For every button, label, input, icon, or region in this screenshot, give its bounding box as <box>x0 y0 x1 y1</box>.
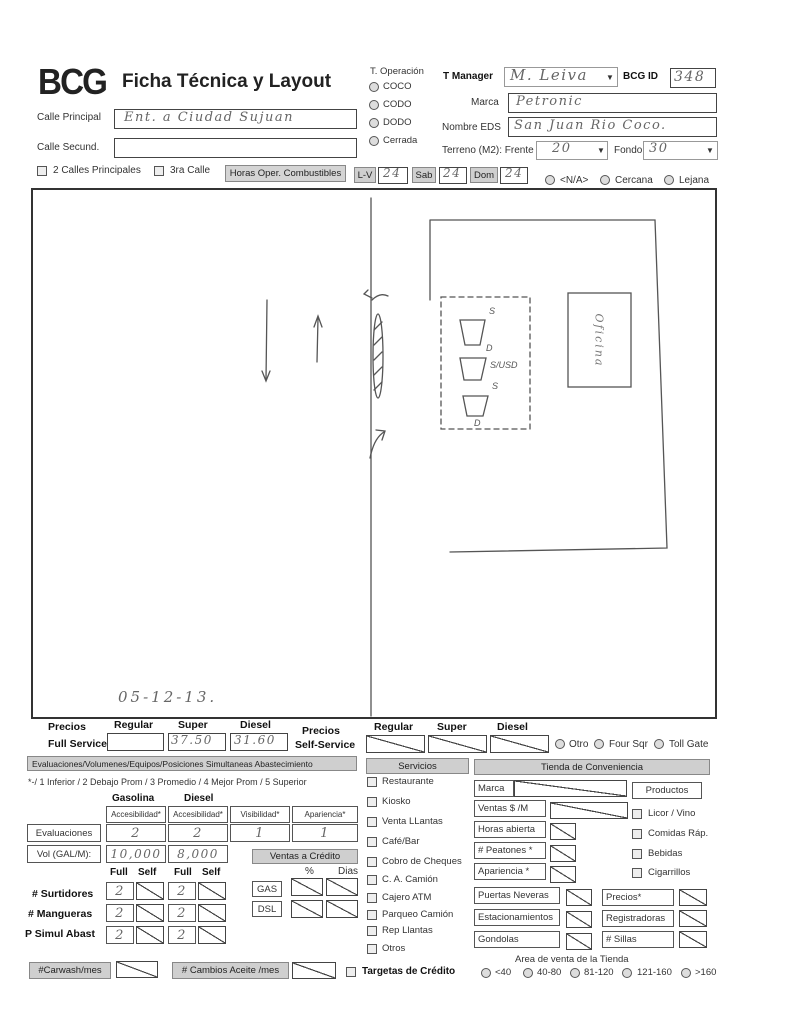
gasolina-header: Gasolina <box>112 793 155 804</box>
fondo-label: Fondo <box>614 145 643 156</box>
operacion-option-cerrada: Cerrada <box>383 135 418 146</box>
self-diesel-field[interactable] <box>490 735 549 753</box>
servicio-otros-label: Otros <box>382 943 406 954</box>
peatones-label: # Peatones * <box>474 842 546 859</box>
servicio-cafe-bar-checkbox[interactable] <box>367 837 377 847</box>
dsl-credito-label: DSL <box>252 901 282 917</box>
dom-value: 24 <box>505 166 524 180</box>
surtidores-full-dsl-value: 2 <box>177 883 187 899</box>
full-diesel-value: 31.60 <box>234 733 276 747</box>
registradoras-field[interactable] <box>679 910 707 927</box>
proximity-option-na: <N/A> <box>560 175 589 186</box>
diesel-header-full: Diesel <box>240 719 271 731</box>
surtidores-label: # Surtidores <box>32 888 94 900</box>
evaluaciones-bar: Evaluaciones/Volumenes/Equipos/Posiciones Simultaneas Abastecimiento <box>27 756 357 771</box>
horas-abierta-field[interactable] <box>550 823 576 840</box>
gas-credito-dias[interactable] <box>326 878 358 896</box>
mangueras-full-dsl-value: 2 <box>177 905 187 921</box>
format-radio-foursqr[interactable] <box>594 739 604 749</box>
marca-label: Marca <box>471 97 499 108</box>
simul-self-gas[interactable] <box>136 926 164 944</box>
dsl-credito-pct[interactable] <box>291 900 323 918</box>
servicio-rep-llantas-label: Rep Llantas <box>382 925 433 936</box>
servicio-ca-camion-checkbox[interactable] <box>367 875 377 885</box>
ventas-credito-button[interactable]: Ventas a Crédito <box>252 849 358 864</box>
calle-secund-field[interactable] <box>114 138 357 158</box>
format-option-tollgate: Toll Gate <box>669 739 709 750</box>
nombre-eds-value: San Juan Rio Coco. <box>514 118 667 133</box>
puertas-field[interactable] <box>566 889 592 906</box>
gondolas-label: Gondolas <box>474 931 560 948</box>
servicio-restaurante-label: Restaurante <box>382 776 434 787</box>
gas-credito-pct[interactable] <box>291 878 323 896</box>
simul-full-dsl-value: 2 <box>177 927 187 943</box>
operacion-radio-codo[interactable] <box>369 100 379 110</box>
chevron-down-icon: ▼ <box>606 73 614 82</box>
estacionamientos-label: Estacionamientos <box>474 909 560 926</box>
productos-header: Productos <box>632 782 702 799</box>
full-super-value: 37.50 <box>171 733 213 747</box>
tercera-calle-checkbox[interactable] <box>154 166 164 176</box>
vol-gasolina-field[interactable] <box>106 845 166 863</box>
page-title: Ficha Técnica y Layout <box>122 71 332 92</box>
puertas-label: Puertas Neveras <box>474 887 560 904</box>
diesel-header-self: Diesel <box>497 721 528 733</box>
area-option-81-120: 81-120 <box>584 967 614 978</box>
bcg-id-label: BCG ID <box>623 71 658 82</box>
operacion-option-dodo: DODO <box>383 117 412 128</box>
pump-label-1: S <box>489 306 496 316</box>
diesel-header: Diesel <box>184 793 214 804</box>
proximity-radio-cercana[interactable] <box>600 175 610 185</box>
area-option-lt40: <40 <box>495 967 512 978</box>
self-service-label-1: Precios <box>302 725 340 737</box>
operacion-option-coco: COCO <box>383 81 412 92</box>
t-manager-label: T Manager <box>443 71 494 82</box>
col-header-apariencia: Apariencia* <box>292 806 358 823</box>
pct-header: % <box>305 866 314 877</box>
carwash-field[interactable] <box>116 961 158 978</box>
servicio-otros-checkbox[interactable] <box>367 944 377 954</box>
self-regular-field[interactable] <box>366 735 425 753</box>
cambios-aceite-field[interactable] <box>292 962 336 979</box>
cambios-aceite-label: # Cambios Aceite /mes <box>172 962 289 979</box>
sab-value: 24 <box>443 166 462 180</box>
dsl-credito-dias[interactable] <box>326 900 358 918</box>
evaluaciones-row-label: Evaluaciones <box>27 824 101 842</box>
pump-label-3: S/USD <box>490 360 518 370</box>
dom-label: Dom <box>470 167 498 183</box>
peatones-field[interactable] <box>550 845 576 862</box>
tienda-marca-label: Marca <box>474 780 514 797</box>
tercera-calle-label: 3ra Calle <box>170 165 211 176</box>
operacion-radio-dodo[interactable] <box>369 118 379 128</box>
eval-accesibilidad-gas-value: 2 <box>131 825 141 841</box>
servicio-parqueo-camion-checkbox[interactable] <box>367 910 377 920</box>
col-header-accesibilidad-gas: Accesibilidad* <box>106 806 166 823</box>
precios-tienda-field[interactable] <box>679 889 707 906</box>
layout-sketch-area[interactable] <box>31 188 717 719</box>
format-radio-otro[interactable] <box>555 739 565 749</box>
producto-bebidas-checkbox[interactable] <box>632 849 642 859</box>
operacion-radio-coco[interactable] <box>369 82 379 92</box>
calle-principal-label: Calle Principal <box>37 112 101 123</box>
terreno-label: Terreno (M2): Frente <box>442 145 534 156</box>
operacion-radio-cerrada[interactable] <box>369 136 379 146</box>
servicio-venta-llantas-checkbox[interactable] <box>367 817 377 827</box>
carwash-label: #Carwash/mes <box>29 962 111 979</box>
calles-principales-checkbox[interactable] <box>37 166 47 176</box>
producto-bebidas-label: Bebidas <box>648 848 683 859</box>
self-header-gas: Self <box>138 867 157 878</box>
tienda-header: Tienda de Conveniencia <box>474 759 710 775</box>
eval-visibilidad[interactable] <box>230 824 290 842</box>
simul-label: P Simul Abast <box>25 928 96 940</box>
apariencia-field[interactable] <box>550 866 576 883</box>
servicio-kiosko-checkbox[interactable] <box>367 797 377 807</box>
apariencia-label: Apariencia * <box>474 863 546 880</box>
lv-value: 24 <box>383 166 402 180</box>
format-option-foursqr: Four Sqr <box>609 739 648 750</box>
eval-accesibilidad-gas[interactable] <box>106 824 166 842</box>
mangueras-full-dsl[interactable] <box>168 904 196 922</box>
servicio-cafe-bar-label: Café/Bar <box>382 836 420 847</box>
proximity-radio-na[interactable] <box>545 175 555 185</box>
chevron-down-icon: ▼ <box>597 146 605 155</box>
fondo-value: 30 <box>649 141 669 156</box>
gas-credito-label: GAS <box>252 881 282 897</box>
servicio-cobro-cheques-label: Cobro de Cheques <box>382 856 462 867</box>
vol-label: Vol (GAL/M): <box>27 845 101 863</box>
servicio-cobro-cheques-checkbox[interactable] <box>367 857 377 867</box>
lv-label: L-V <box>354 167 376 183</box>
eval-visibilidad-value: 1 <box>255 825 265 841</box>
calle-principal-value: Ent. a Ciudad Sujuan <box>124 110 295 125</box>
servicio-restaurante-checkbox[interactable] <box>367 777 377 787</box>
nombre-eds-label: Nombre EDS <box>442 122 501 133</box>
col-header-accesibilidad-dsl: Accesibilidad* <box>168 806 228 823</box>
sab-label: Sab <box>412 167 436 183</box>
area-radio-81-120[interactable] <box>570 968 580 978</box>
mangueras-full-gas-value: 2 <box>115 905 125 921</box>
t-manager-value: M. Leiva <box>510 66 588 84</box>
scale-text: *-/ 1 Inferior / 2 Debajo Prom / 3 Promedio / 4 Mejor Prom / 5 Superior <box>28 777 307 787</box>
self-header-dsl: Self <box>202 867 221 878</box>
servicio-cajero-atm-label: Cajero ATM <box>382 892 432 903</box>
sillas-label: # Sillas <box>602 931 674 948</box>
mangueras-self-dsl[interactable] <box>198 904 226 922</box>
tienda-marca-field[interactable] <box>514 780 627 797</box>
surtidores-self-gas[interactable] <box>136 882 164 900</box>
producto-comidas-checkbox[interactable] <box>632 829 642 839</box>
simul-full-dsl[interactable] <box>168 926 196 944</box>
format-radio-tollgate[interactable] <box>654 739 664 749</box>
proximity-radio-lejana[interactable] <box>664 175 674 185</box>
vol-diesel-value: 8,000 <box>177 847 219 861</box>
area-radio-lt40[interactable] <box>481 968 491 978</box>
servicio-venta-llantas-label: Venta LLantas <box>382 816 443 827</box>
producto-comidas-label: Comidas Ráp. <box>648 828 709 839</box>
servicios-header: Servicios <box>366 758 469 774</box>
simul-full-gas[interactable] <box>106 926 134 944</box>
regular-header-full: Regular <box>114 719 154 731</box>
area-option-40-80: 40-80 <box>537 967 562 978</box>
vol-diesel-field[interactable] <box>168 845 228 863</box>
operacion-option-codo: CODO <box>383 99 412 110</box>
area-radio-40-80[interactable] <box>523 968 533 978</box>
precios-tienda-label: Precios* <box>602 889 674 906</box>
dias-header: Dias <box>338 866 359 877</box>
col-header-visibilidad: Visibilidad* <box>230 806 290 823</box>
servicio-ca-camion-label: C. A. Camión <box>382 874 438 885</box>
eval-apariencia-value: 1 <box>320 825 330 841</box>
ventas-field[interactable] <box>550 802 628 819</box>
super-header-full: Super <box>178 719 208 731</box>
producto-cigarrillos-label: Cigarrillos <box>648 867 691 878</box>
chevron-down-icon: ▼ <box>706 146 714 155</box>
pump-label-2: D <box>486 343 493 353</box>
calle-secund-label: Calle Secund. <box>37 142 100 153</box>
surtidores-full-dsl[interactable] <box>168 882 196 900</box>
simul-self-dsl[interactable] <box>198 926 226 944</box>
estacionamientos-field[interactable] <box>566 911 592 928</box>
servicio-rep-llantas-checkbox[interactable] <box>367 926 377 936</box>
ventas-label: Ventas $ /M <box>474 800 546 817</box>
servicio-kiosko-label: Kiosko <box>382 796 411 807</box>
simul-full-gas-value: 2 <box>115 927 125 943</box>
registradoras-label: Registradoras <box>602 910 674 927</box>
horas-abierta-label: Horas abierta <box>474 821 546 838</box>
sillas-field[interactable] <box>679 931 707 948</box>
logo: BCG <box>38 61 107 102</box>
surtidores-full-gas-value: 2 <box>115 883 125 899</box>
proximity-option-cercana: Cercana <box>615 175 653 186</box>
area-option-121-160: 121-160 <box>637 967 672 978</box>
surtidores-full-gas[interactable] <box>106 882 134 900</box>
office-label: Oficina <box>592 313 606 368</box>
horas-oper-button[interactable]: Horas Oper. Combustibles <box>225 165 346 182</box>
full-regular-field[interactable] <box>107 733 164 751</box>
eval-apariencia[interactable] <box>292 824 358 842</box>
eval-accesibilidad-dsl[interactable] <box>168 824 228 842</box>
marca-value: Petronic <box>516 94 583 109</box>
servicio-parqueo-camion-label: Parqueo Camión <box>382 909 454 920</box>
gondolas-field[interactable] <box>566 933 592 950</box>
vol-gasolina-value: 10,000 <box>110 847 162 861</box>
mangueras-label: # Mangueras <box>28 908 93 920</box>
mangueras-full-gas[interactable] <box>106 904 134 922</box>
frente-value: 20 <box>552 141 572 156</box>
area-radio-gt160[interactable] <box>681 968 691 978</box>
self-super-field[interactable] <box>428 735 487 753</box>
precios-label: Precios <box>48 721 86 733</box>
regular-header-self: Regular <box>374 721 414 733</box>
super-header-self: Super <box>437 721 467 733</box>
sketch-date: 05-12-13. <box>118 688 218 706</box>
calles-principales-label: 2 Calles Principales <box>53 165 141 176</box>
mangueras-self-gas[interactable] <box>136 904 164 922</box>
area-radio-121-160[interactable] <box>622 968 632 978</box>
area-option-gt160: >160 <box>695 967 717 978</box>
producto-licor-label: Licor / Vino <box>648 808 696 819</box>
proximity-option-lejana: Lejana <box>679 175 710 186</box>
producto-cigarrillos-checkbox[interactable] <box>632 868 642 878</box>
tarjetas-credito-label: Targetas de Crédito <box>362 966 456 977</box>
full-header-gas: Full <box>110 867 128 878</box>
eval-accesibilidad-dsl-value: 2 <box>193 825 203 841</box>
format-option-otro: Otro <box>569 739 589 750</box>
servicio-cajero-atm-checkbox[interactable] <box>367 893 377 903</box>
tarjetas-credito-checkbox[interactable] <box>346 967 356 977</box>
producto-licor-checkbox[interactable] <box>632 809 642 819</box>
full-header-dsl: Full <box>174 867 192 878</box>
t-operacion-label: T. Operación <box>370 66 424 77</box>
pump-label-5: D <box>474 418 481 428</box>
bcg-id-value: 348 <box>674 69 706 85</box>
surtidores-self-dsl[interactable] <box>198 882 226 900</box>
pump-label-4: S <box>492 381 499 391</box>
full-service-label: Full Service <box>48 738 107 750</box>
area-venta-label: Area de venta de la Tienda <box>515 954 629 965</box>
self-service-label-2: Self-Service <box>295 739 356 751</box>
